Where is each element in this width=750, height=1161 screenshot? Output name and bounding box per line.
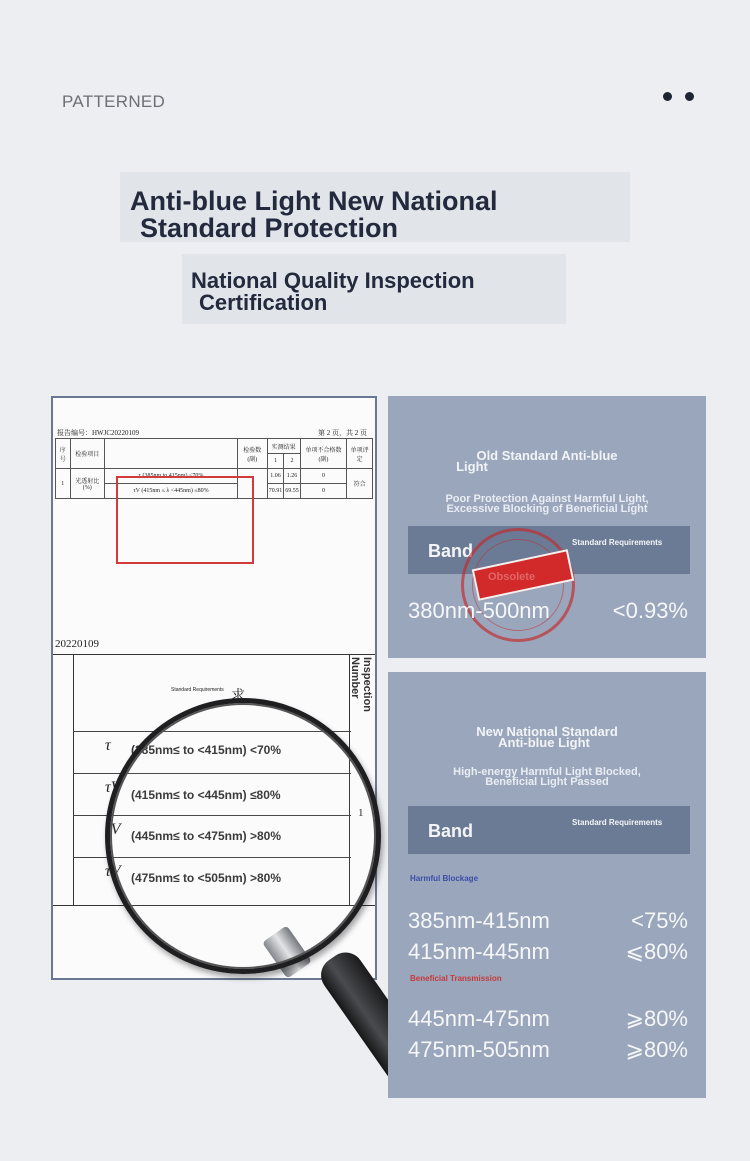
header-cell: 实测结果 bbox=[267, 439, 300, 454]
report-number-short: 20220109 bbox=[55, 638, 99, 650]
qty-cell: 1 bbox=[237, 469, 267, 499]
new-panel-title-line2: Anti-blue Light bbox=[498, 735, 590, 750]
page-title-line1: Anti-blue Light New National bbox=[130, 186, 498, 216]
new-band-header bbox=[408, 806, 690, 854]
stamp-text: Obsolete bbox=[488, 571, 536, 583]
old-panel-title-line1: Old Standard Anti-blue bbox=[476, 448, 618, 463]
band-label: Band bbox=[428, 541, 473, 561]
page-subtitle-line1: National Quality Inspection bbox=[191, 268, 475, 293]
new-panel-title bbox=[388, 726, 706, 748]
old-panel-subtitle-line2: Excessive Blocking of Beneficial Light bbox=[446, 503, 648, 515]
row-number: 1 bbox=[56, 469, 71, 499]
obsolete-stamp bbox=[461, 528, 575, 642]
header-cell: 1 bbox=[267, 454, 284, 469]
band-label: Band bbox=[428, 821, 473, 841]
req-cell: τV (415nm ≤ λ <445nm) ≤80% bbox=[104, 484, 237, 499]
brand-name: PATTERNED bbox=[62, 92, 166, 111]
range-row: (475nm≤ to <505nm) >80% bbox=[131, 871, 281, 885]
lower-qty: 1 bbox=[358, 807, 364, 819]
band-value: <75% bbox=[631, 908, 688, 933]
header-cell: 2 bbox=[284, 454, 301, 469]
band-range: 415nm-445nm bbox=[408, 939, 550, 964]
beneficial-transmission-tag: Beneficial Transmission bbox=[410, 974, 502, 983]
old-panel-title bbox=[388, 450, 706, 472]
range-row: (415nm≤ to <445nm) ≤80% bbox=[131, 788, 281, 802]
band-value: ⩽80% bbox=[625, 939, 688, 964]
page-subtitle-line2: Certification bbox=[199, 290, 328, 315]
range-row: (385nm≤ to <415nm) <70% bbox=[131, 743, 281, 757]
new-standard-panel bbox=[388, 672, 706, 1098]
new-panel-subtitle bbox=[388, 767, 706, 787]
old-standard-panel bbox=[388, 396, 706, 658]
fail-cell: 0 bbox=[300, 484, 347, 499]
harmful-blockage-tag: Harmful Blockage bbox=[410, 874, 479, 883]
tau-v-symbol: τV bbox=[105, 779, 121, 796]
old-panel-title-line2: Light bbox=[456, 459, 488, 474]
band-value: <0.93% bbox=[612, 598, 688, 623]
new-panel-subtitle-line1: High-energy Harmful Light Blocked, bbox=[453, 766, 641, 778]
tau-v-symbol: τV bbox=[105, 863, 121, 880]
requirement-glyph: 求 bbox=[231, 689, 245, 704]
req-cell: τ (385nm to 415nm) <70% bbox=[104, 469, 237, 484]
band-range: 380nm-500nm bbox=[408, 598, 550, 623]
header-cell: 序号 bbox=[56, 439, 71, 469]
beneficial-row bbox=[408, 1037, 690, 1063]
magnifier-glass-icon bbox=[105, 698, 381, 974]
page-title-line2: Standard Protection bbox=[140, 213, 399, 243]
new-panel-subtitle-line2: Beneficial Light Passed bbox=[485, 776, 609, 788]
header-cell: 检验项目 bbox=[70, 439, 104, 469]
tau-symbol: τ bbox=[105, 737, 111, 754]
harmful-row bbox=[408, 939, 690, 965]
conform-cell: 符合 bbox=[347, 469, 373, 499]
standard-label: Standard Requirements bbox=[572, 818, 663, 827]
harmful-row bbox=[408, 908, 690, 934]
tau-v-symbol: τV bbox=[105, 821, 121, 838]
standard-label: Standard Requirements bbox=[572, 538, 663, 547]
table-divider bbox=[73, 655, 74, 905]
header-cell: 检验数(副) bbox=[237, 439, 267, 469]
old-panel-subtitle bbox=[388, 494, 706, 514]
header-cell: 单项不合格数(副) bbox=[300, 439, 347, 469]
header-cell-blurred bbox=[104, 439, 237, 469]
band-value: ⩾80% bbox=[625, 1037, 688, 1062]
result-cell: 69.55 bbox=[284, 484, 301, 499]
inspection-number-label: Inspection Number bbox=[349, 657, 373, 713]
row-label: 光透射比(%) bbox=[70, 469, 104, 499]
fail-cell: 0 bbox=[300, 469, 347, 484]
beneficial-row bbox=[408, 1006, 690, 1032]
result-cell: 1.06 bbox=[267, 469, 284, 484]
range-row: (445nm≤ to <475nm) >80% bbox=[131, 829, 281, 843]
report-page: 第 2 页，共 2 页 bbox=[318, 429, 367, 437]
band-value: ⩾80% bbox=[625, 1006, 688, 1031]
report-number: 报告编号：HWJC20220109 bbox=[57, 429, 140, 437]
standard-requirements-label: Standard Requirements bbox=[171, 687, 224, 693]
old-panel-subtitle-line1: Poor Protection Against Harmful Light, bbox=[445, 493, 649, 505]
old-band-row bbox=[408, 598, 690, 624]
page-subtitle bbox=[191, 270, 571, 314]
result-cell: 1.26 bbox=[284, 469, 301, 484]
page-title bbox=[130, 188, 630, 242]
band-range: 445nm-475nm bbox=[408, 1006, 550, 1031]
menu-dots-icon[interactable] bbox=[663, 88, 707, 106]
highlight-box bbox=[116, 476, 254, 564]
band-range: 385nm-415nm bbox=[408, 908, 550, 933]
result-cell: 70.91 bbox=[267, 484, 284, 499]
new-panel-title-line1: New National Standard bbox=[476, 724, 618, 739]
band-range: 475nm-505nm bbox=[408, 1037, 550, 1062]
header-cell: 单项评定 bbox=[347, 439, 373, 469]
